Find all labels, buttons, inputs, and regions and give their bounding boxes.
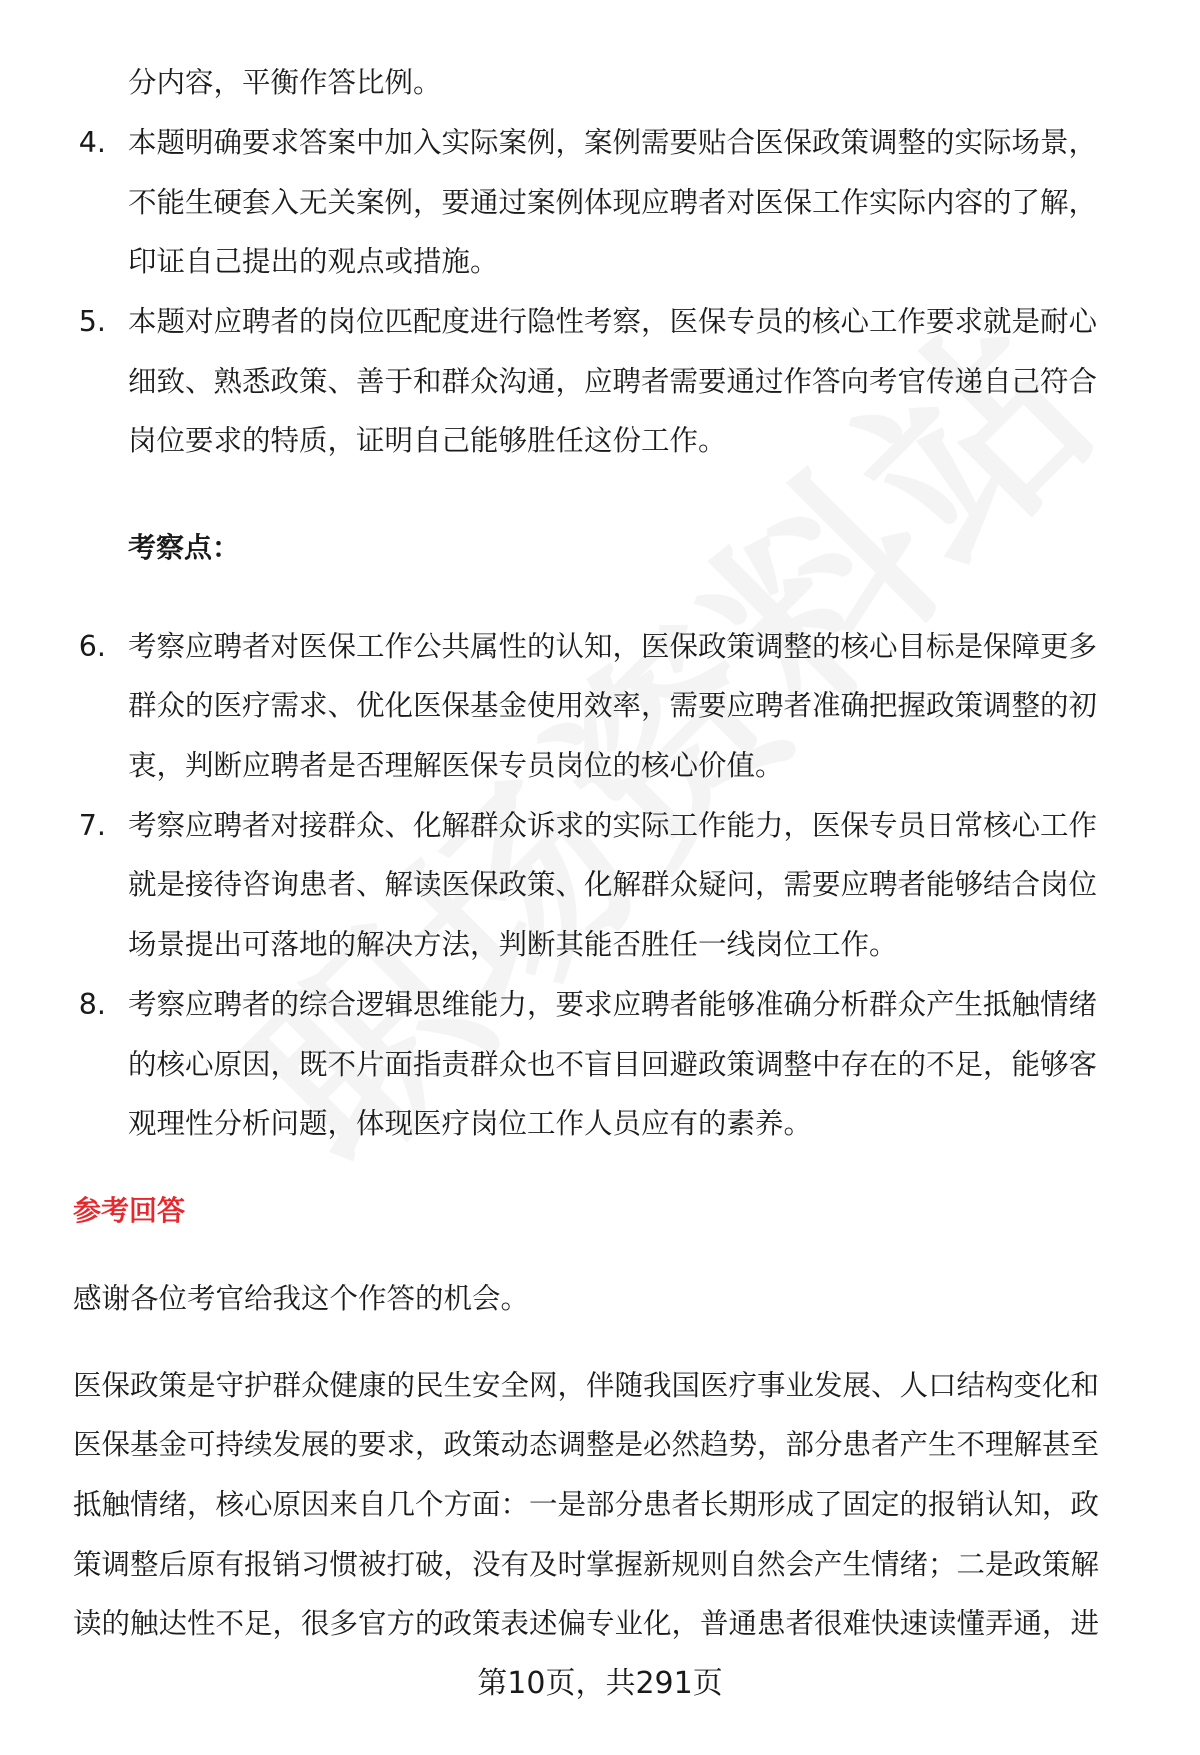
continuation-line: 分内容，平衡作答比例。: [128, 66, 442, 99]
answer-paragraph-line: 医保基金可持续发展的要求，政策动态调整是必然趋势，部分患者产生不理解甚至: [73, 1428, 1100, 1461]
list-item-line: 群众的医疗需求、优化医保基金使用效率，需要应聘者准确把握政策调整的初: [128, 689, 1098, 722]
list-item-line: 本题对应聘者的岗位匹配度进行隐性考察，医保专员的核心工作要求就是耐心: [128, 305, 1098, 338]
list-number: 5.: [78, 305, 106, 338]
list-item-line: 就是接待咨询患者、解读医保政策、化解群众疑问，需要应聘者能够结合岗位: [128, 868, 1098, 901]
list-item-line: 考察应聘者的综合逻辑思维能力，要求应聘者能够准确分析群众产生抵触情绪: [128, 988, 1098, 1021]
list-number: 8.: [78, 988, 106, 1021]
list-item-line: 观理性分析问题，体现医疗岗位工作人员应有的素养。: [128, 1107, 813, 1140]
list-item-line: 本题明确要求答案中加入实际案例，案例需要贴合医保政策调整的实际场景，: [128, 126, 1098, 159]
answer-paragraph-line: 抵触情绪，核心原因来自几个方面：一是部分患者长期形成了固定的报销认知，政: [73, 1488, 1100, 1521]
list-number: 6.: [78, 630, 106, 663]
section-heading: 考察点：: [128, 531, 241, 564]
list-item-line: 印证自己提出的观点或措施。: [128, 245, 499, 278]
answer-paragraph-line: 策调整后原有报销习惯被打破，没有及时掌握新规则自然会产生情绪；二是政策解: [73, 1548, 1100, 1581]
list-item-line: 的核心原因，既不片面指责群众也不盲目回避政策调整中存在的不足，能够客: [128, 1048, 1098, 1081]
page-footer: 第10页，共291页: [477, 1666, 723, 1701]
answer-heading: 参考回答: [73, 1194, 186, 1227]
list-number: 4.: [78, 126, 106, 159]
list-item-line: 不能生硬套入无关案例，要通过案例体现应聘者对医保工作实际内容的了解，: [128, 186, 1098, 219]
list-item-line: 考察应聘者对接群众、化解群众诉求的实际工作能力，医保专员日常核心工作: [128, 809, 1098, 842]
answer-paragraph-line: 读的触达性不足，很多官方的政策表述偏专业化，普通患者很难快速读懂弄通，进: [73, 1607, 1100, 1640]
answer-intro: 感谢各位考官给我这个作答的机会。: [73, 1282, 530, 1315]
list-item-line: 细致、熟悉政策、善于和群众沟通，应聘者需要通过作答向考官传递自己符合: [128, 365, 1098, 398]
list-item-line: 衷，判断应聘者是否理解医保专员岗位的核心价值。: [128, 749, 784, 782]
list-item-line: 岗位要求的特质，证明自己能够胜任这份工作。: [128, 424, 727, 457]
list-item-line: 考察应聘者对医保工作公共属性的认知，医保政策调整的核心目标是保障更多: [128, 630, 1098, 663]
answer-paragraph-line: 医保政策是守护群众健康的民生安全网，伴随我国医疗事业发展、人口结构变化和: [73, 1369, 1100, 1402]
list-number: 7.: [78, 809, 106, 842]
list-item-line: 场景提出可落地的解决方法，判断其能否胜任一线岗位工作。: [128, 928, 898, 961]
